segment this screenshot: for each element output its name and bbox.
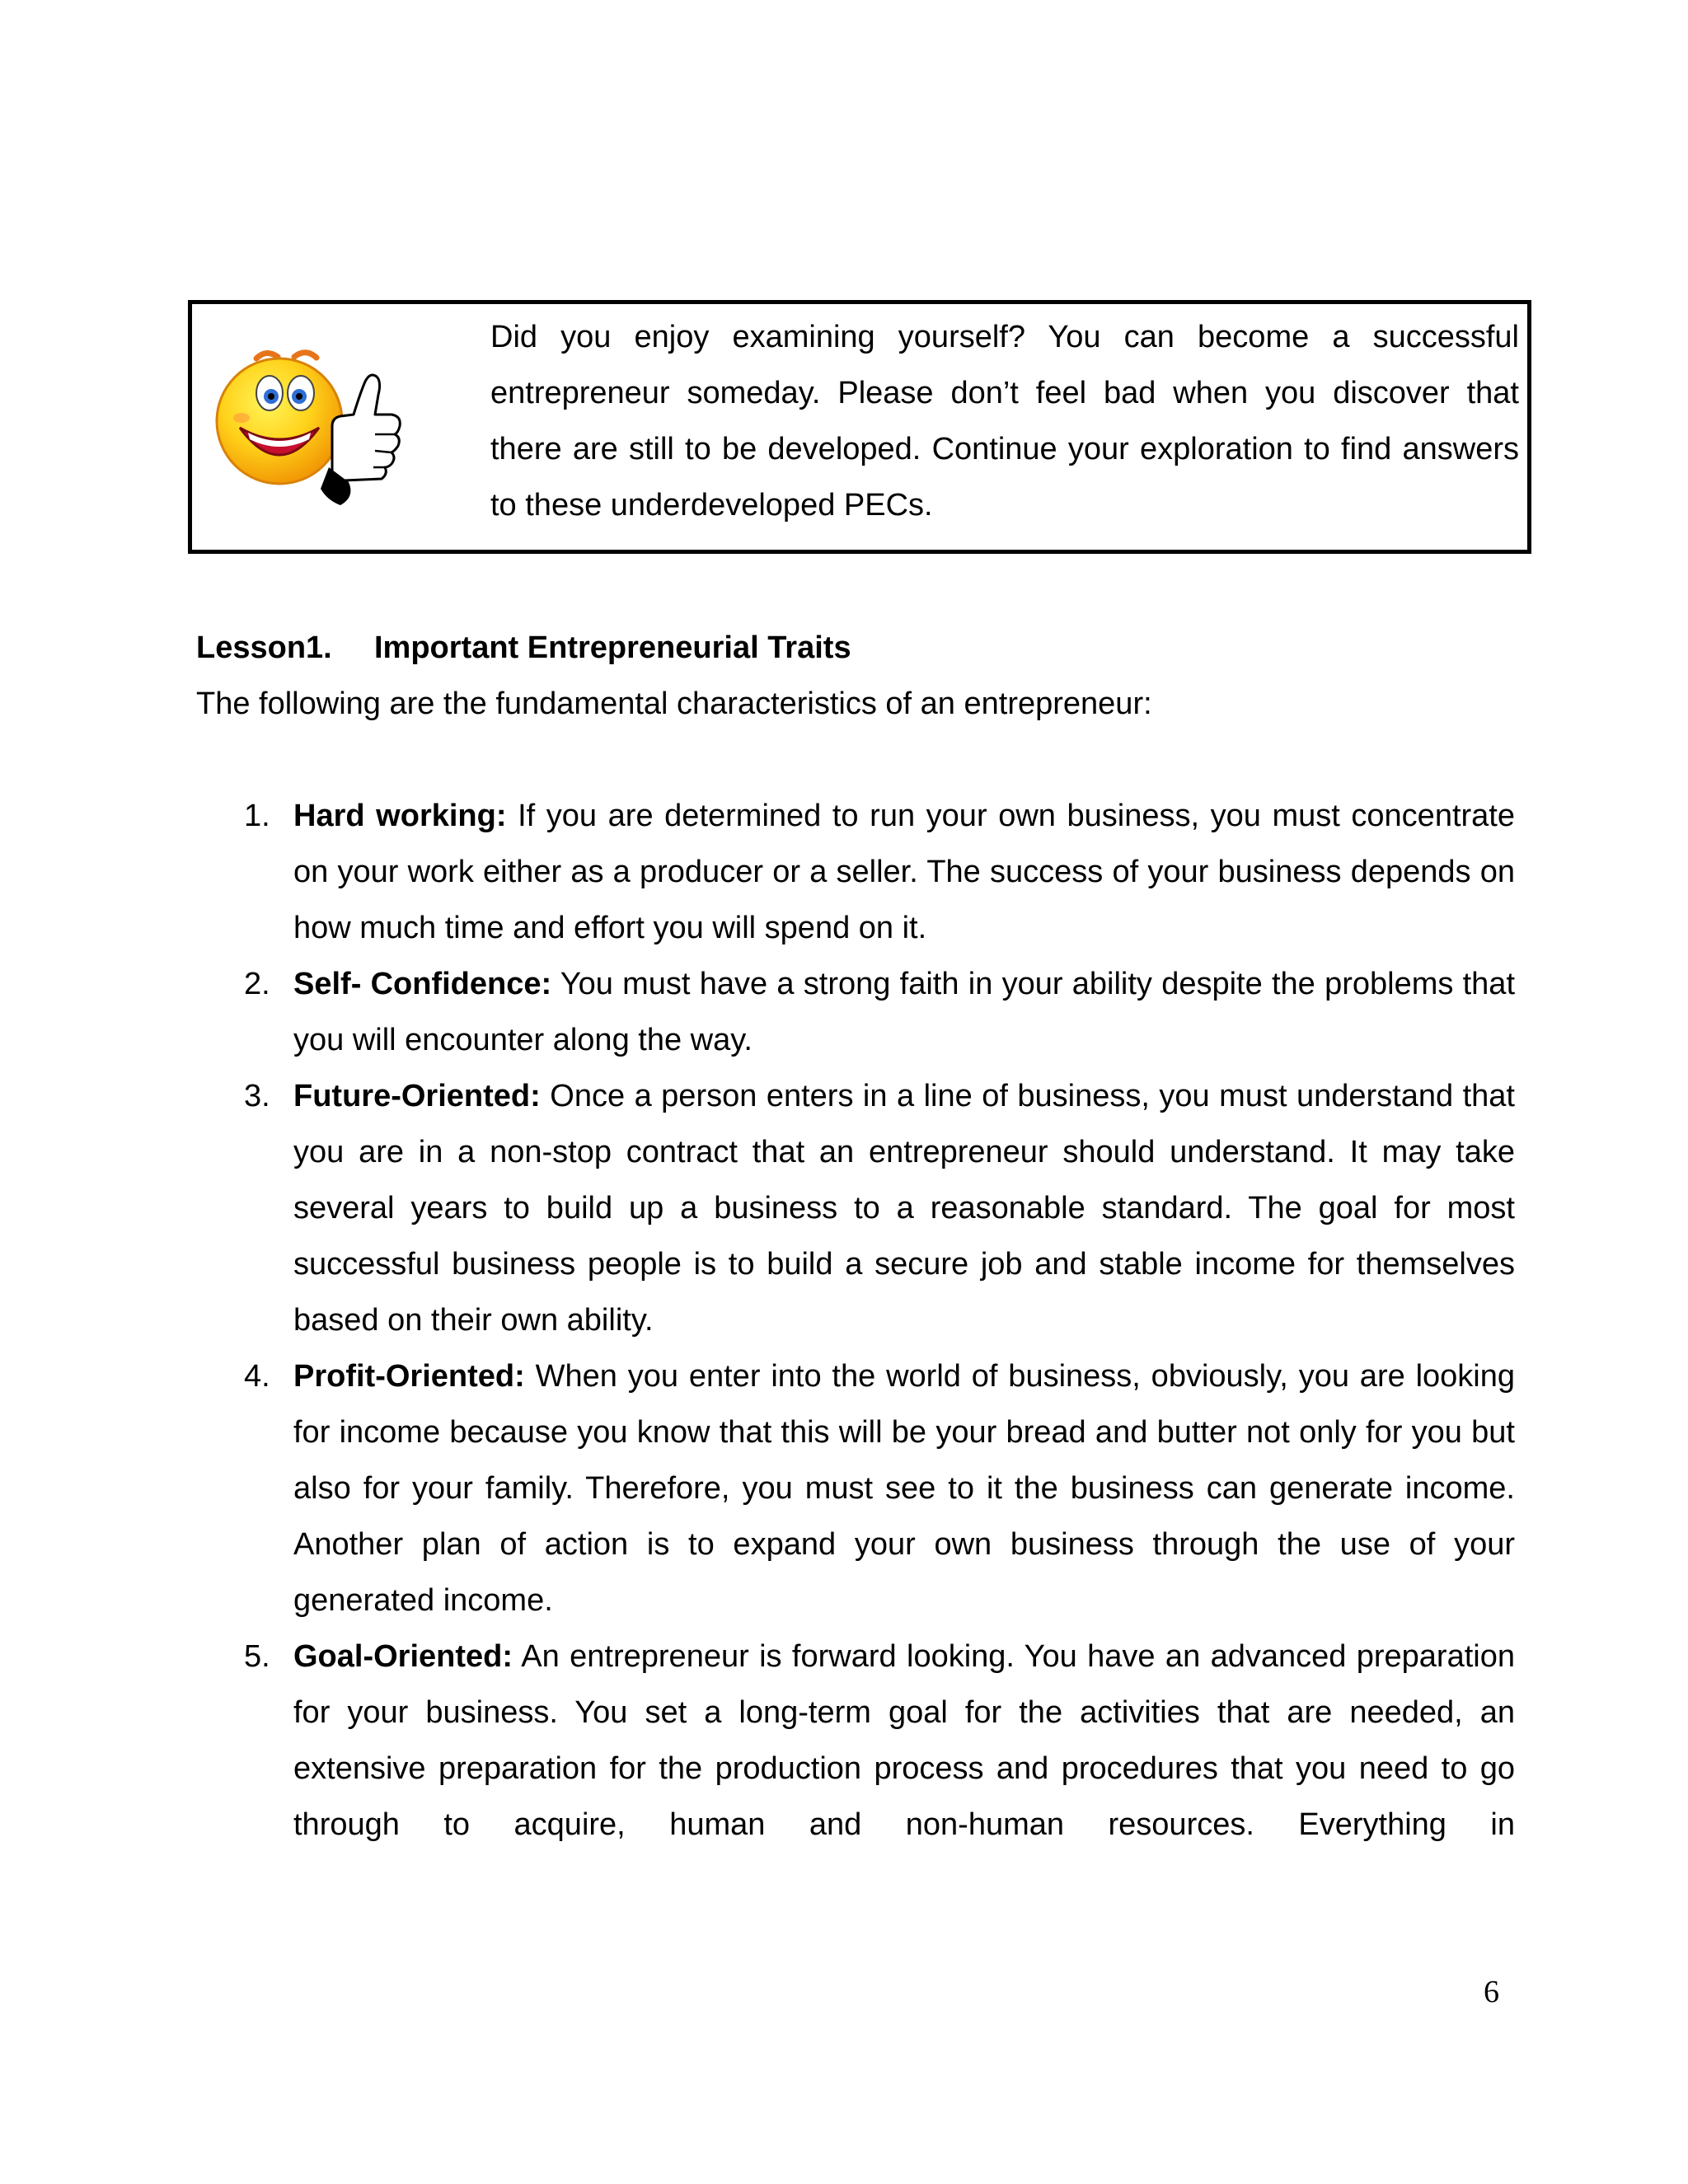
lesson-heading [196, 620, 851, 676]
trait-name: Profit-Oriented: [293, 1359, 525, 1394]
trait-description: An entrepreneur is forward looking. You have an advanced preparation for your business. You set a long-term goal for the activities that are needed, an extensive preparation for the production process and procedures that you need to go through to acquire, human and non-human resources. Everything in [293, 1639, 1515, 1842]
list-item-number: 1. [244, 799, 270, 833]
lesson-intro: The following are the fundamental characteristics of an entrepreneur: [196, 687, 1152, 721]
trait-name: Hard working: [293, 799, 507, 833]
smiley-thumbs-up-icon [209, 335, 415, 509]
list-item-number: 2. [244, 967, 270, 1001]
trait-description: Once a person enters in a line of business, you must understand that you are in a non-stop contract that an entrepreneur should understand. It may take several years to build up a business to a reasonable standard. The goal for most successful business people is to build a secure job and stable income for themselves based on their own ability. [293, 1079, 1515, 1338]
list-item [196, 1068, 1515, 1348]
trait-description: You must have a strong faith in your ability despite the problems that you will encounter along the way. [293, 967, 1515, 1057]
list-item [196, 956, 1515, 1068]
list-item-number: 3. [244, 1079, 270, 1113]
list-item [196, 1629, 1515, 1853]
list-item-number: 4. [244, 1359, 270, 1394]
trait-description: If you are determined to run your own business, you must concentrate on your work either as a producer or a seller. The success of your business depends on how much time and effort you will spend on it. [293, 799, 1515, 945]
page-number: 6 [1484, 1975, 1499, 2009]
trait-description: When you enter into the world of business, obviously, you are looking for income because you know that this will be your bread and butter not only for you but also for your family. Therefore, you must see to it the business can generate income. Another plan of action is to expand your own business through the use of your generated income. [293, 1359, 1515, 1618]
encouragement-callout-box [188, 300, 1531, 554]
list-item [196, 788, 1515, 956]
lesson-title: Important Entrepreneurial Traits [374, 630, 851, 665]
trait-name: Goal-Oriented: [293, 1639, 513, 1674]
lesson-number: Lesson1. [196, 630, 332, 665]
traits-list [196, 788, 1515, 1853]
trait-name: Self- Confidence: [293, 967, 552, 1001]
trait-name: Future-Oriented: [293, 1079, 541, 1113]
callout-text: Did you enjoy examining yourself? You can become a successful entrepreneur someday. Please don’t feel bad when you discover that there are still to be developed. Continue your exploration to find answers to these underdeveloped PECs. [490, 320, 1519, 523]
list-item [196, 1348, 1515, 1629]
list-item-number: 5. [244, 1639, 270, 1674]
